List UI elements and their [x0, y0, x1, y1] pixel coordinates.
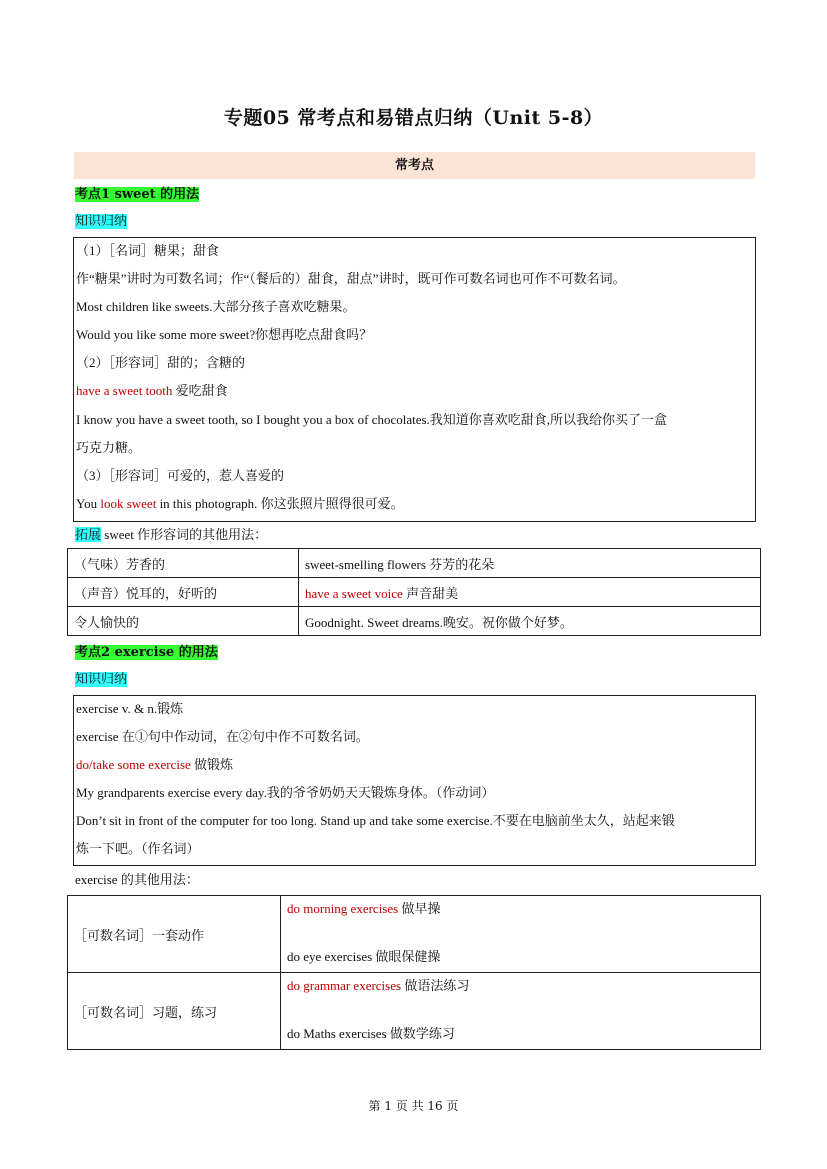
- cell-red-phrase: do grammar exercises: [287, 978, 402, 993]
- kp2-line-2: exercise 在①句中作动词，在②句中作不可数名词。: [76, 729, 369, 744]
- kp2-line-4: My grandparents exercise every day.我的爷爷奶奶天天锻炼身体。（作动词）: [76, 785, 495, 800]
- kp1-phrase-meaning: 爱吃甜食: [172, 383, 228, 398]
- page-footer: 第 1 页 共 16 页: [368, 1099, 459, 1113]
- kp1-line-7: I know you have a sweet tooth, so I bought you a box of chocolates.我知道你喜欢吃甜食,所以我给你买了一盒: [76, 412, 668, 427]
- table-cell: 令人愉快的: [68, 607, 299, 636]
- kp2-usage-table: [67, 895, 761, 1050]
- section-header-bar: 常考点: [74, 152, 755, 179]
- kp1-extend-table: [67, 548, 761, 636]
- kp2-line-3: [76, 754, 233, 773]
- table-cell: [299, 578, 761, 607]
- kp1-phrase-sweet-tooth: have a sweet tooth: [76, 383, 173, 398]
- kp2-knowledge-tag: 知识归纳: [75, 672, 128, 687]
- cell-line: [287, 975, 754, 1023]
- table-row: [68, 896, 761, 973]
- cell-text: sweet-smelling flowers 芬芳的花朵: [305, 556, 495, 572]
- kp1-line-6: [76, 380, 228, 399]
- cell-line: do Maths exercises 做数学练习: [287, 1026, 455, 1041]
- kp1-phrase-look-sweet: look sweet: [100, 496, 157, 511]
- table-cell: ［可数名词］一套动作: [68, 896, 281, 973]
- kp2-knowledge-tag-wrap: [75, 668, 127, 687]
- kp2-line-1: exercise v. & n.锻炼: [76, 701, 184, 716]
- kp1-topic: 1 sweet 的用法: [101, 187, 200, 202]
- table-cell: （气味）芳香的: [68, 549, 299, 578]
- table-cell: [281, 896, 761, 973]
- table-cell: [299, 549, 761, 578]
- kp1-line-10: [76, 493, 404, 512]
- kp1-extend-text: sweet 作形容词的其他用法：: [101, 527, 268, 542]
- kp1-line-10-end: in this photograph. 你这张照片照得很可爱。: [156, 496, 404, 511]
- kp2-phrase-meaning: 做锻炼: [190, 757, 234, 772]
- kp1-line-8: 巧克力糖。: [76, 440, 142, 455]
- table-row: [68, 549, 761, 578]
- kp1-line-1: （1）［名词］糖果；甜食: [76, 243, 220, 258]
- cell-red-phrase: have a sweet voice: [305, 585, 403, 601]
- kp1-line-3: Most children like sweets.大部分孩子喜欢吃糖果。: [76, 299, 356, 314]
- table-cell: ［可数名词］习题，练习: [68, 973, 281, 1050]
- cell-red-phrase: do morning exercises: [287, 901, 399, 916]
- kp2-heading: [75, 641, 218, 660]
- kp1-line-4: Would you like some more sweet?你想再吃点甜食吗？: [76, 327, 373, 342]
- kp1-knowledge-tag-wrap: [75, 210, 127, 229]
- table-cell: （声音）悦耳的，好听的: [68, 578, 299, 607]
- kp1-extend-tag: 拓展: [75, 527, 102, 542]
- table-cell: [299, 607, 761, 636]
- kp1-extend-line: [75, 524, 267, 543]
- kp1-heading: [75, 183, 199, 202]
- kp1-line-10-start: You: [76, 496, 101, 511]
- table-cell: [281, 973, 761, 1050]
- cell-text: 做语法练习: [401, 978, 470, 993]
- table-row: [68, 973, 761, 1050]
- cell-text: 做早操: [398, 901, 441, 916]
- kp2-line-5: Don’t sit in front of the computer for too long. Stand up and take some exercise.不要在电脑前坐太久，站起来锻: [76, 813, 675, 828]
- kp1-knowledge-tag: 知识归纳: [75, 214, 128, 229]
- kp1-line-5: （2）［形容词］甜的；含糖的: [76, 355, 246, 370]
- kp1-line-2: 作“糖果”讲时为可数名词；作“（餐后的）甜食，甜点”讲时，既可作可数名词也可作不可数名词。: [76, 271, 626, 286]
- cell-text: 声音甜美: [402, 585, 459, 601]
- kp2-other-usage: exercise 的其他用法：: [75, 872, 199, 887]
- page-title: 专题05 常考点和易错点归纳（Unit 5-8）: [223, 107, 604, 129]
- kp2-phrase-do-exercise: do/take some exercise: [76, 757, 191, 772]
- cell-line: [287, 898, 754, 946]
- kp1-label: 考点: [75, 187, 102, 202]
- table-row: [68, 607, 761, 636]
- kp2-knowledge-box: [73, 695, 756, 866]
- cell-text: Goodnight. Sweet dreams.晚安。祝你做个好梦。: [305, 614, 573, 630]
- kp1-knowledge-box: [73, 237, 756, 522]
- table-row: [68, 578, 761, 607]
- kp2-line-6: 炼一下吧。（作名词）: [76, 841, 200, 856]
- kp1-line-9: （3）［形容词］可爱的，惹人喜爱的: [76, 468, 285, 483]
- cell-line: do eye exercises 做眼保健操: [287, 949, 441, 964]
- kp2-topic: 2 exercise 的用法: [101, 645, 218, 660]
- kp2-label: 考点: [75, 645, 102, 660]
